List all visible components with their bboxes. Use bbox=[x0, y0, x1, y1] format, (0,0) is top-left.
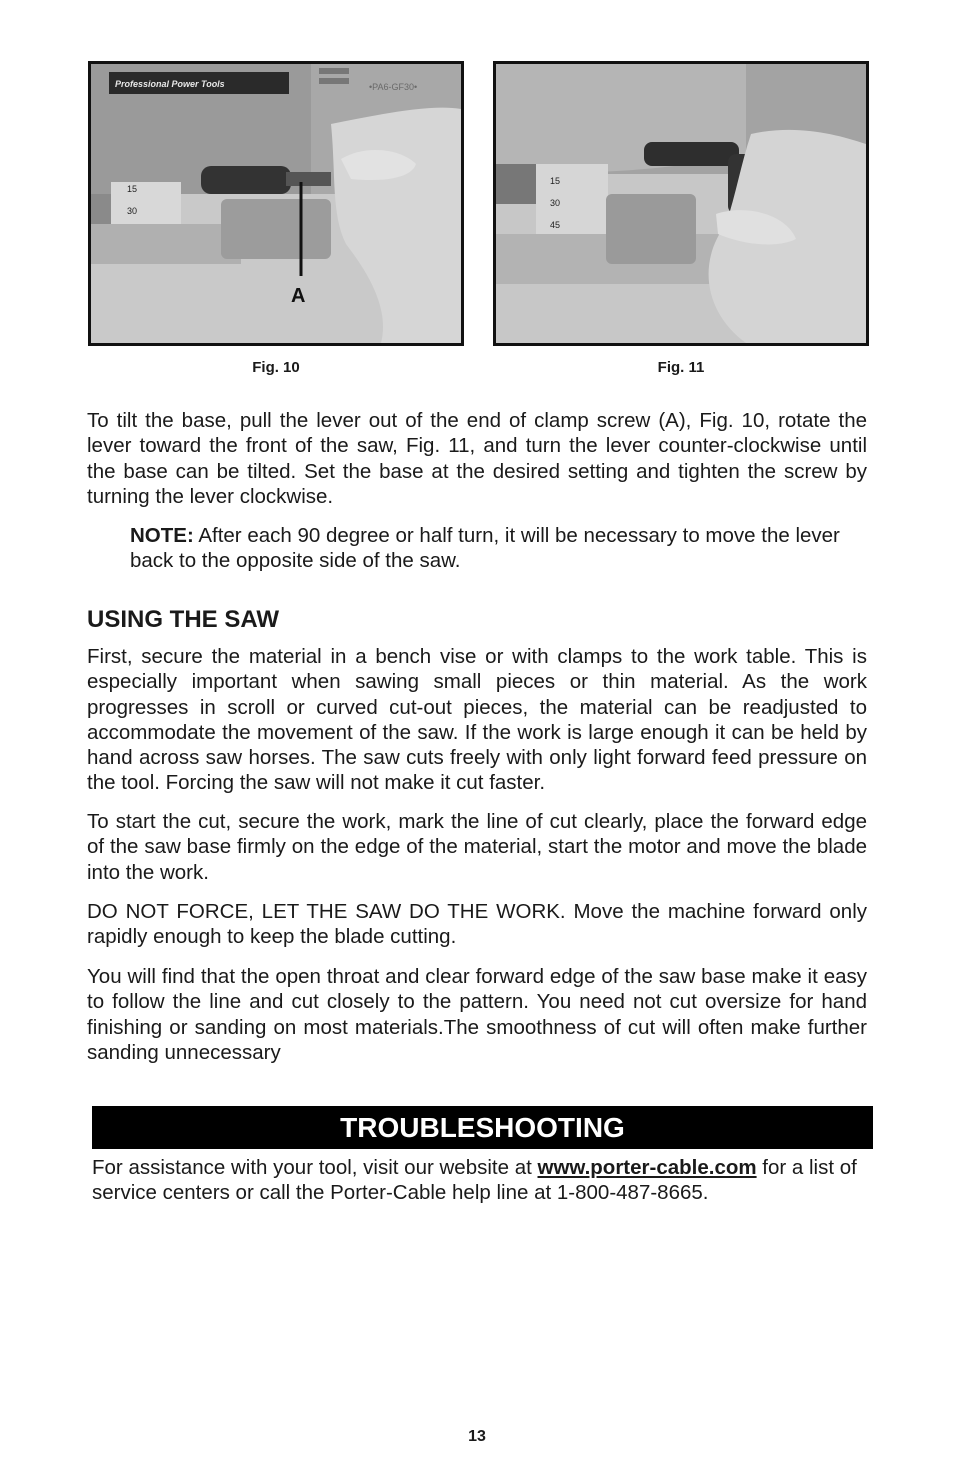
using-saw-paragraph-3: DO NOT FORCE, LET THE SAW DO THE WORK. Move the machine forward only rapidly enough to keep the blade cutting. bbox=[87, 900, 867, 949]
model-label: •PA6-GF30• bbox=[369, 82, 418, 92]
note-text: After each 90 degree or half turn, it will be necessary to move the lever back to the opposite side of the saw. bbox=[130, 524, 840, 573]
figure-10-image bbox=[88, 61, 464, 346]
tool-brand-label: Professional Power Tools bbox=[115, 79, 225, 89]
bevel-scale-30: 30 bbox=[127, 206, 138, 216]
bevel-scale-15: 15 bbox=[550, 176, 561, 186]
troubleshooting-heading: TROUBLESHOOTING bbox=[92, 1106, 873, 1149]
using-the-saw-heading: USING THE SAW bbox=[87, 606, 280, 633]
note-label: NOTE: bbox=[130, 524, 194, 547]
assist-text-after: for a list of service centers or call the Porter-Cable help line at 1-800-487-8665. bbox=[92, 1156, 857, 1205]
note-paragraph bbox=[130, 523, 850, 574]
callout-a: A bbox=[291, 285, 306, 307]
figure-10-caption: Fig. 10 bbox=[252, 359, 300, 376]
website-link[interactable]: www.porter-cable.com bbox=[537, 1156, 757, 1179]
using-saw-paragraph-2: To start the cut, secure the work, mark the line of cut clearly, place the forward edge of the saw base firmly on the edge of the material, start the motor and move the blade into the work. bbox=[87, 810, 867, 884]
bevel-scale-45: 45 bbox=[550, 220, 561, 230]
figure-11-caption: Fig. 11 bbox=[657, 359, 705, 376]
figure-11-image bbox=[493, 61, 869, 346]
assist-text-before: For assistance with your tool, visit our website at bbox=[92, 1156, 538, 1179]
using-saw-paragraph-1: First, secure the material in a bench vise or with clamps to the work table. This is especially important when sawing small pieces or thin material. As the work progresses in scroll or curved cut-out pieces, the material can be readjusted to accommodate the movement of the saw. If the work is large enough it can be held by hand across saw horses. The saw cuts freely with only light forward feed pressure on the tool. Forcing the saw will not make it cut faster. bbox=[87, 645, 867, 795]
troubleshooting-paragraph bbox=[92, 1155, 872, 1206]
bevel-scale-15: 15 bbox=[127, 184, 138, 194]
using-saw-paragraph-4: You will find that the open throat and clear forward edge of the saw base make it easy to follow the line and cut closely to the pattern. You need not cut oversize for hand finishing or sanding on most materials.The smoothness of cut will often make further sanding unnecessary bbox=[87, 965, 867, 1064]
page-number: 13 bbox=[468, 1428, 486, 1445]
tilt-base-instructions: To tilt the base, pull the lever out of the end of clamp screw (A), Fig. 10, rotate the lever toward the front of the saw, Fig. 11, and turn the lever counter-clockwise until the base can be tilted. Set the base at the desired setting and tighten the screw by turning the lever clockwise. bbox=[87, 409, 867, 508]
bevel-scale-30: 30 bbox=[550, 198, 561, 208]
jigsaw-lever-rotated-photo bbox=[496, 64, 866, 343]
jigsaw-clamp-screw-photo bbox=[91, 64, 461, 343]
